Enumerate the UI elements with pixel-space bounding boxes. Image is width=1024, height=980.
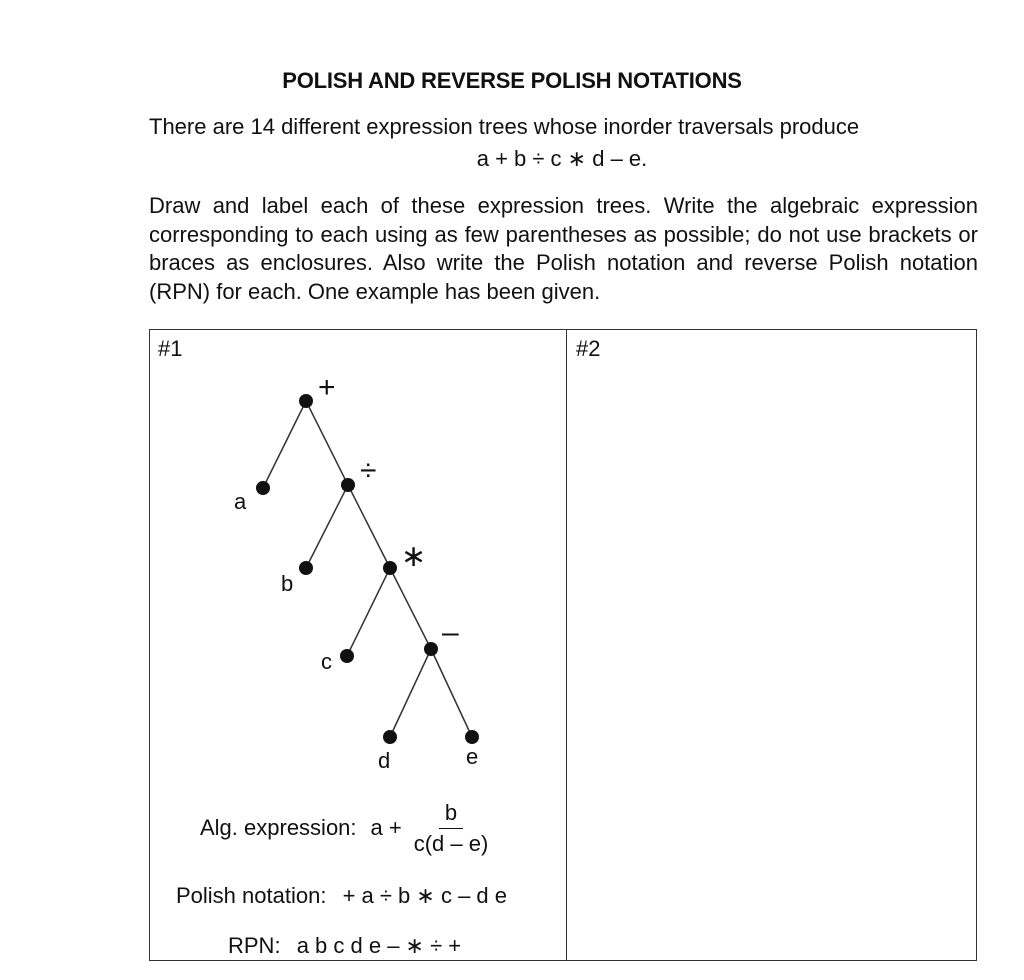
- alg-prefix: a +: [370, 815, 402, 840]
- rpn-value: a b c d e – ∗ ÷ +: [296, 933, 462, 958]
- intro-text: There are 14 different expression trees whose inorder traversals produce: [149, 114, 860, 139]
- tree-node: [424, 642, 438, 656]
- answer-table: [149, 329, 977, 961]
- alg-fraction: [408, 800, 495, 857]
- tree-node: [341, 478, 355, 492]
- op-label-divide: ÷: [360, 454, 377, 487]
- alg-label: Alg. expression:: [200, 815, 357, 840]
- cell-number-1: #1: [158, 336, 183, 361]
- infix-expression: a + b ÷ c ∗ d – e.: [476, 146, 648, 171]
- tree-edge: [306, 401, 348, 485]
- polish-value: + a ÷ b ∗ c – d e: [342, 883, 507, 908]
- leaf-label-d: d: [378, 748, 391, 773]
- tree-edge: [390, 568, 431, 649]
- tree-edge: [431, 649, 472, 737]
- tree-node: [299, 394, 313, 408]
- tree-node: [383, 730, 397, 744]
- polish-notation: [176, 883, 507, 909]
- polish-label: Polish notation:: [176, 883, 327, 908]
- leaf-label-b: b: [281, 571, 294, 596]
- tree-node: [465, 730, 479, 744]
- tree-node: [383, 561, 397, 575]
- expression-tree: [150, 330, 568, 800]
- algebraic-expression: [200, 796, 494, 860]
- leaf-label-a: a: [234, 489, 247, 514]
- tree-edge: [390, 649, 431, 737]
- page-title: POLISH AND REVERSE POLISH NOTATIONS: [282, 68, 742, 93]
- op-label-plus: +: [318, 371, 336, 404]
- leaf-label-e: e: [466, 744, 479, 769]
- alg-denominator: c(d – e): [413, 830, 489, 856]
- tree-edge: [348, 485, 390, 568]
- rpn-label: RPN:: [228, 933, 281, 958]
- instructions-text: Draw and label each of these expression trees. Write the algebraic expression corresponding to each using as few parentheses as possible; do not use brackets or braces as enclosures. Also write the Polish notation and reverse Polish notation (RPN) for each. One example has been given.: [149, 193, 978, 304]
- tree-edge: [347, 568, 390, 656]
- leaf-label-c: c: [321, 649, 332, 674]
- tree-edge: [263, 401, 306, 488]
- tree-node: [256, 481, 270, 495]
- cell-number-2: #2: [576, 336, 601, 361]
- tree-edge: [306, 485, 348, 568]
- alg-numerator: b: [439, 800, 463, 829]
- op-label-multiply: ∗: [401, 540, 427, 573]
- tree-node: [299, 561, 313, 575]
- rpn-notation: [228, 933, 461, 959]
- tree-node: [340, 649, 354, 663]
- op-label-minus: –: [442, 616, 459, 649]
